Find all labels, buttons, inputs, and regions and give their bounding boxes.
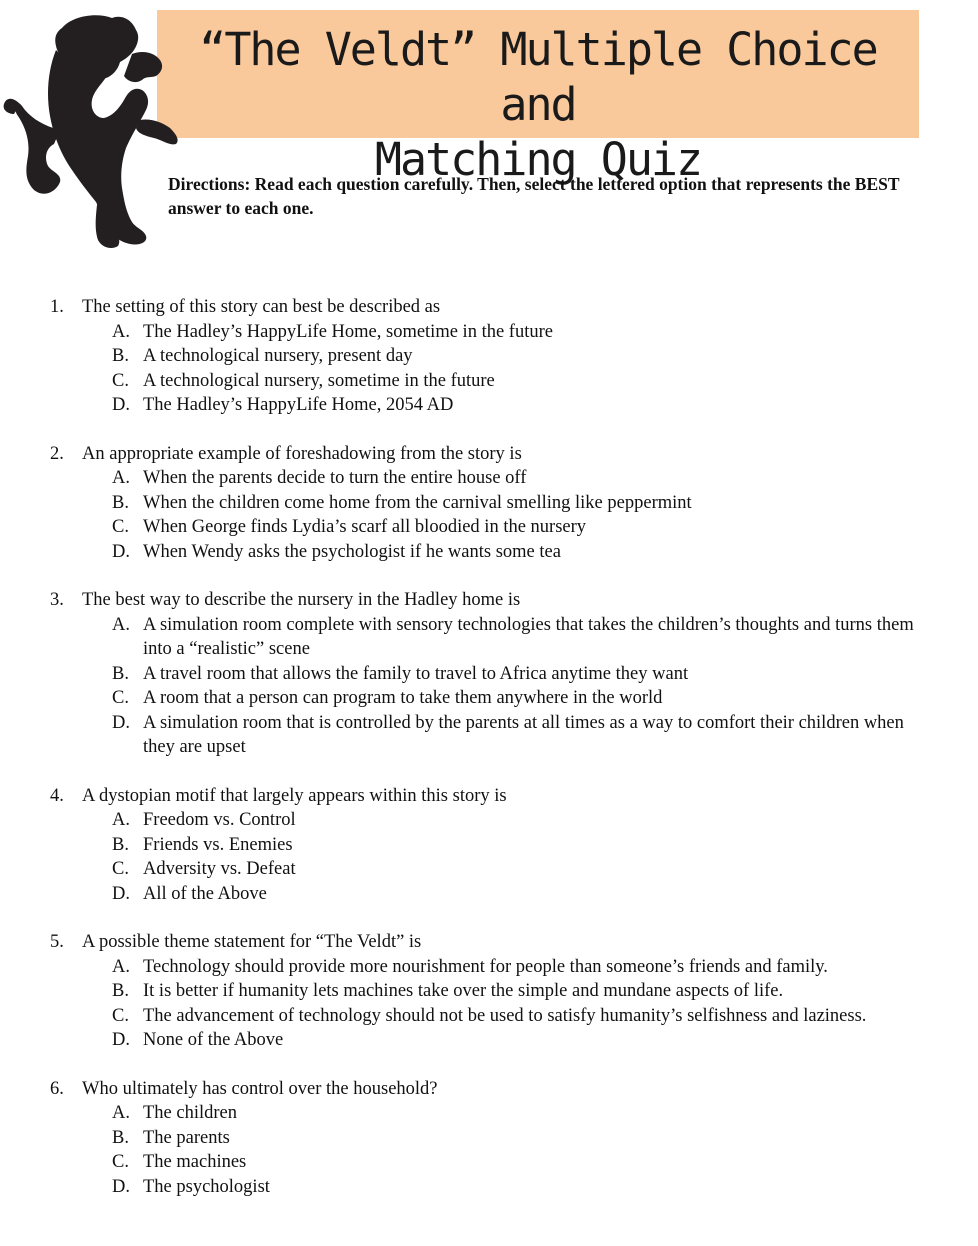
question-text: A dystopian motif that largely appears within this story is — [82, 785, 507, 806]
option-text: All of the Above — [143, 883, 267, 904]
question-text: A possible theme statement for “The Veldt” is — [82, 932, 422, 952]
answer-option — [0, 491, 978, 516]
title-line-1: “The Veldt” Multiple Choice and — [199, 23, 877, 131]
answer-option — [0, 613, 978, 662]
option-letter: B. — [112, 346, 129, 366]
option-letter: D. — [112, 1176, 130, 1197]
option-letter: A. — [112, 468, 130, 488]
answer-option — [0, 540, 978, 565]
option-letter: C. — [112, 370, 129, 391]
answer-option — [0, 393, 978, 418]
answer-option — [0, 882, 978, 907]
option-text: None of the Above — [143, 1030, 284, 1050]
option-text: The psychologist — [143, 1176, 270, 1197]
option-letter: A. — [112, 321, 130, 342]
answer-option — [0, 344, 978, 369]
answer-option — [0, 979, 978, 1004]
question-text: The setting of this story can best be described as — [82, 297, 441, 317]
option-text: A technological nursery, sometime in the future — [143, 370, 495, 391]
option-text: When George finds Lydia’s scarf all bloodied in the nursery — [143, 517, 587, 537]
question-2 — [0, 442, 978, 565]
option-letter: B. — [112, 981, 129, 1001]
option-letter: A. — [112, 956, 130, 977]
answer-option — [0, 466, 978, 491]
directions-text: Directions: Read each question carefully. Then, select the lettered option that represents the BEST answer to each one. — [168, 174, 900, 218]
question-text: An appropriate example of foreshadowing from the story is — [82, 443, 522, 464]
answer-option — [0, 1028, 978, 1053]
option-text: A room that a person can program to take them anywhere in the world — [143, 688, 663, 708]
option-text: Freedom vs. Control — [143, 810, 296, 830]
option-text: When Wendy asks the psychologist if he wants some tea — [143, 541, 561, 562]
answer-option — [0, 711, 978, 760]
question-number: 4. — [50, 785, 64, 806]
answer-option — [0, 808, 978, 833]
option-letter: C. — [112, 688, 129, 708]
option-letter: C. — [112, 1005, 129, 1026]
option-letter: A. — [112, 1103, 130, 1123]
option-letter: D. — [112, 712, 130, 733]
option-text: A technological nursery, present day — [143, 346, 413, 366]
option-text: Adversity vs. Defeat — [143, 859, 296, 879]
question-3 — [0, 588, 978, 760]
option-letter: D. — [112, 1030, 130, 1050]
option-letter: D. — [112, 883, 130, 904]
option-text: Friends vs. Enemies — [143, 834, 293, 855]
option-text: A simulation room complete with sensory technologies that takes the children’s thoughts and turns them into a “realistic” scene — [143, 614, 914, 659]
option-letter: B. — [112, 663, 129, 684]
question-number: 5. — [50, 932, 64, 952]
question-number: 3. — [50, 590, 64, 610]
question-6 — [0, 1077, 978, 1200]
option-text: The children — [143, 1103, 237, 1123]
option-letter: B. — [112, 1127, 129, 1148]
option-text: Technology should provide more nourishment for people than someone’s friends and family. — [143, 956, 828, 977]
page-title — [157, 22, 919, 187]
option-letter: B. — [112, 492, 129, 513]
question-number: 1. — [50, 297, 64, 317]
option-letter: A. — [112, 614, 130, 635]
option-letter: D. — [112, 395, 130, 415]
option-letter: C. — [112, 1152, 129, 1172]
option-letter: C. — [112, 517, 129, 537]
option-letter: B. — [112, 834, 129, 855]
question-5 — [0, 930, 978, 1053]
option-letter: D. — [112, 541, 130, 562]
option-text: The parents — [143, 1127, 230, 1148]
answer-option — [0, 662, 978, 687]
question-list — [0, 295, 978, 1223]
option-text: The machines — [143, 1152, 247, 1172]
option-text: The Hadley’s HappyLife Home, sometime in the future — [143, 321, 553, 342]
answer-option — [0, 515, 978, 540]
option-text: A travel room that allows the family to travel to Africa anytime they want — [143, 663, 689, 684]
option-text: It is better if humanity lets machines take over the simple and mundane aspects of life. — [143, 981, 784, 1001]
question-4 — [0, 784, 978, 907]
answer-option — [0, 320, 978, 345]
question-number: 6. — [50, 1078, 64, 1099]
answer-option — [0, 369, 978, 394]
answer-option — [0, 686, 978, 711]
option-letter: C. — [112, 859, 129, 879]
question-1 — [0, 295, 978, 418]
answer-option — [0, 1101, 978, 1126]
option-text: The Hadley’s HappyLife Home, 2054 AD — [143, 395, 454, 415]
answer-option — [0, 955, 978, 980]
answer-option — [0, 857, 978, 882]
option-text: When the parents decide to turn the entire house off — [143, 468, 527, 488]
answer-option — [0, 1150, 978, 1175]
answer-option — [0, 1126, 978, 1151]
answer-option — [0, 1175, 978, 1200]
answer-option — [0, 1004, 978, 1029]
option-text: The advancement of technology should not be used to satisfy humanity’s selfishness and laziness. — [143, 1005, 867, 1026]
question-text: Who ultimately has control over the household? — [82, 1078, 438, 1099]
question-text: The best way to describe the nursery in the Hadley home is — [82, 590, 521, 610]
option-text: A simulation room that is controlled by the parents at all times as a way to comfort their children when they are upset — [143, 712, 904, 757]
answer-option — [0, 833, 978, 858]
option-letter: A. — [112, 810, 130, 830]
option-text: When the children come home from the carnival smelling like peppermint — [143, 492, 692, 513]
title-line-2: Matching Quiz — [374, 133, 702, 186]
question-number: 2. — [50, 443, 64, 464]
